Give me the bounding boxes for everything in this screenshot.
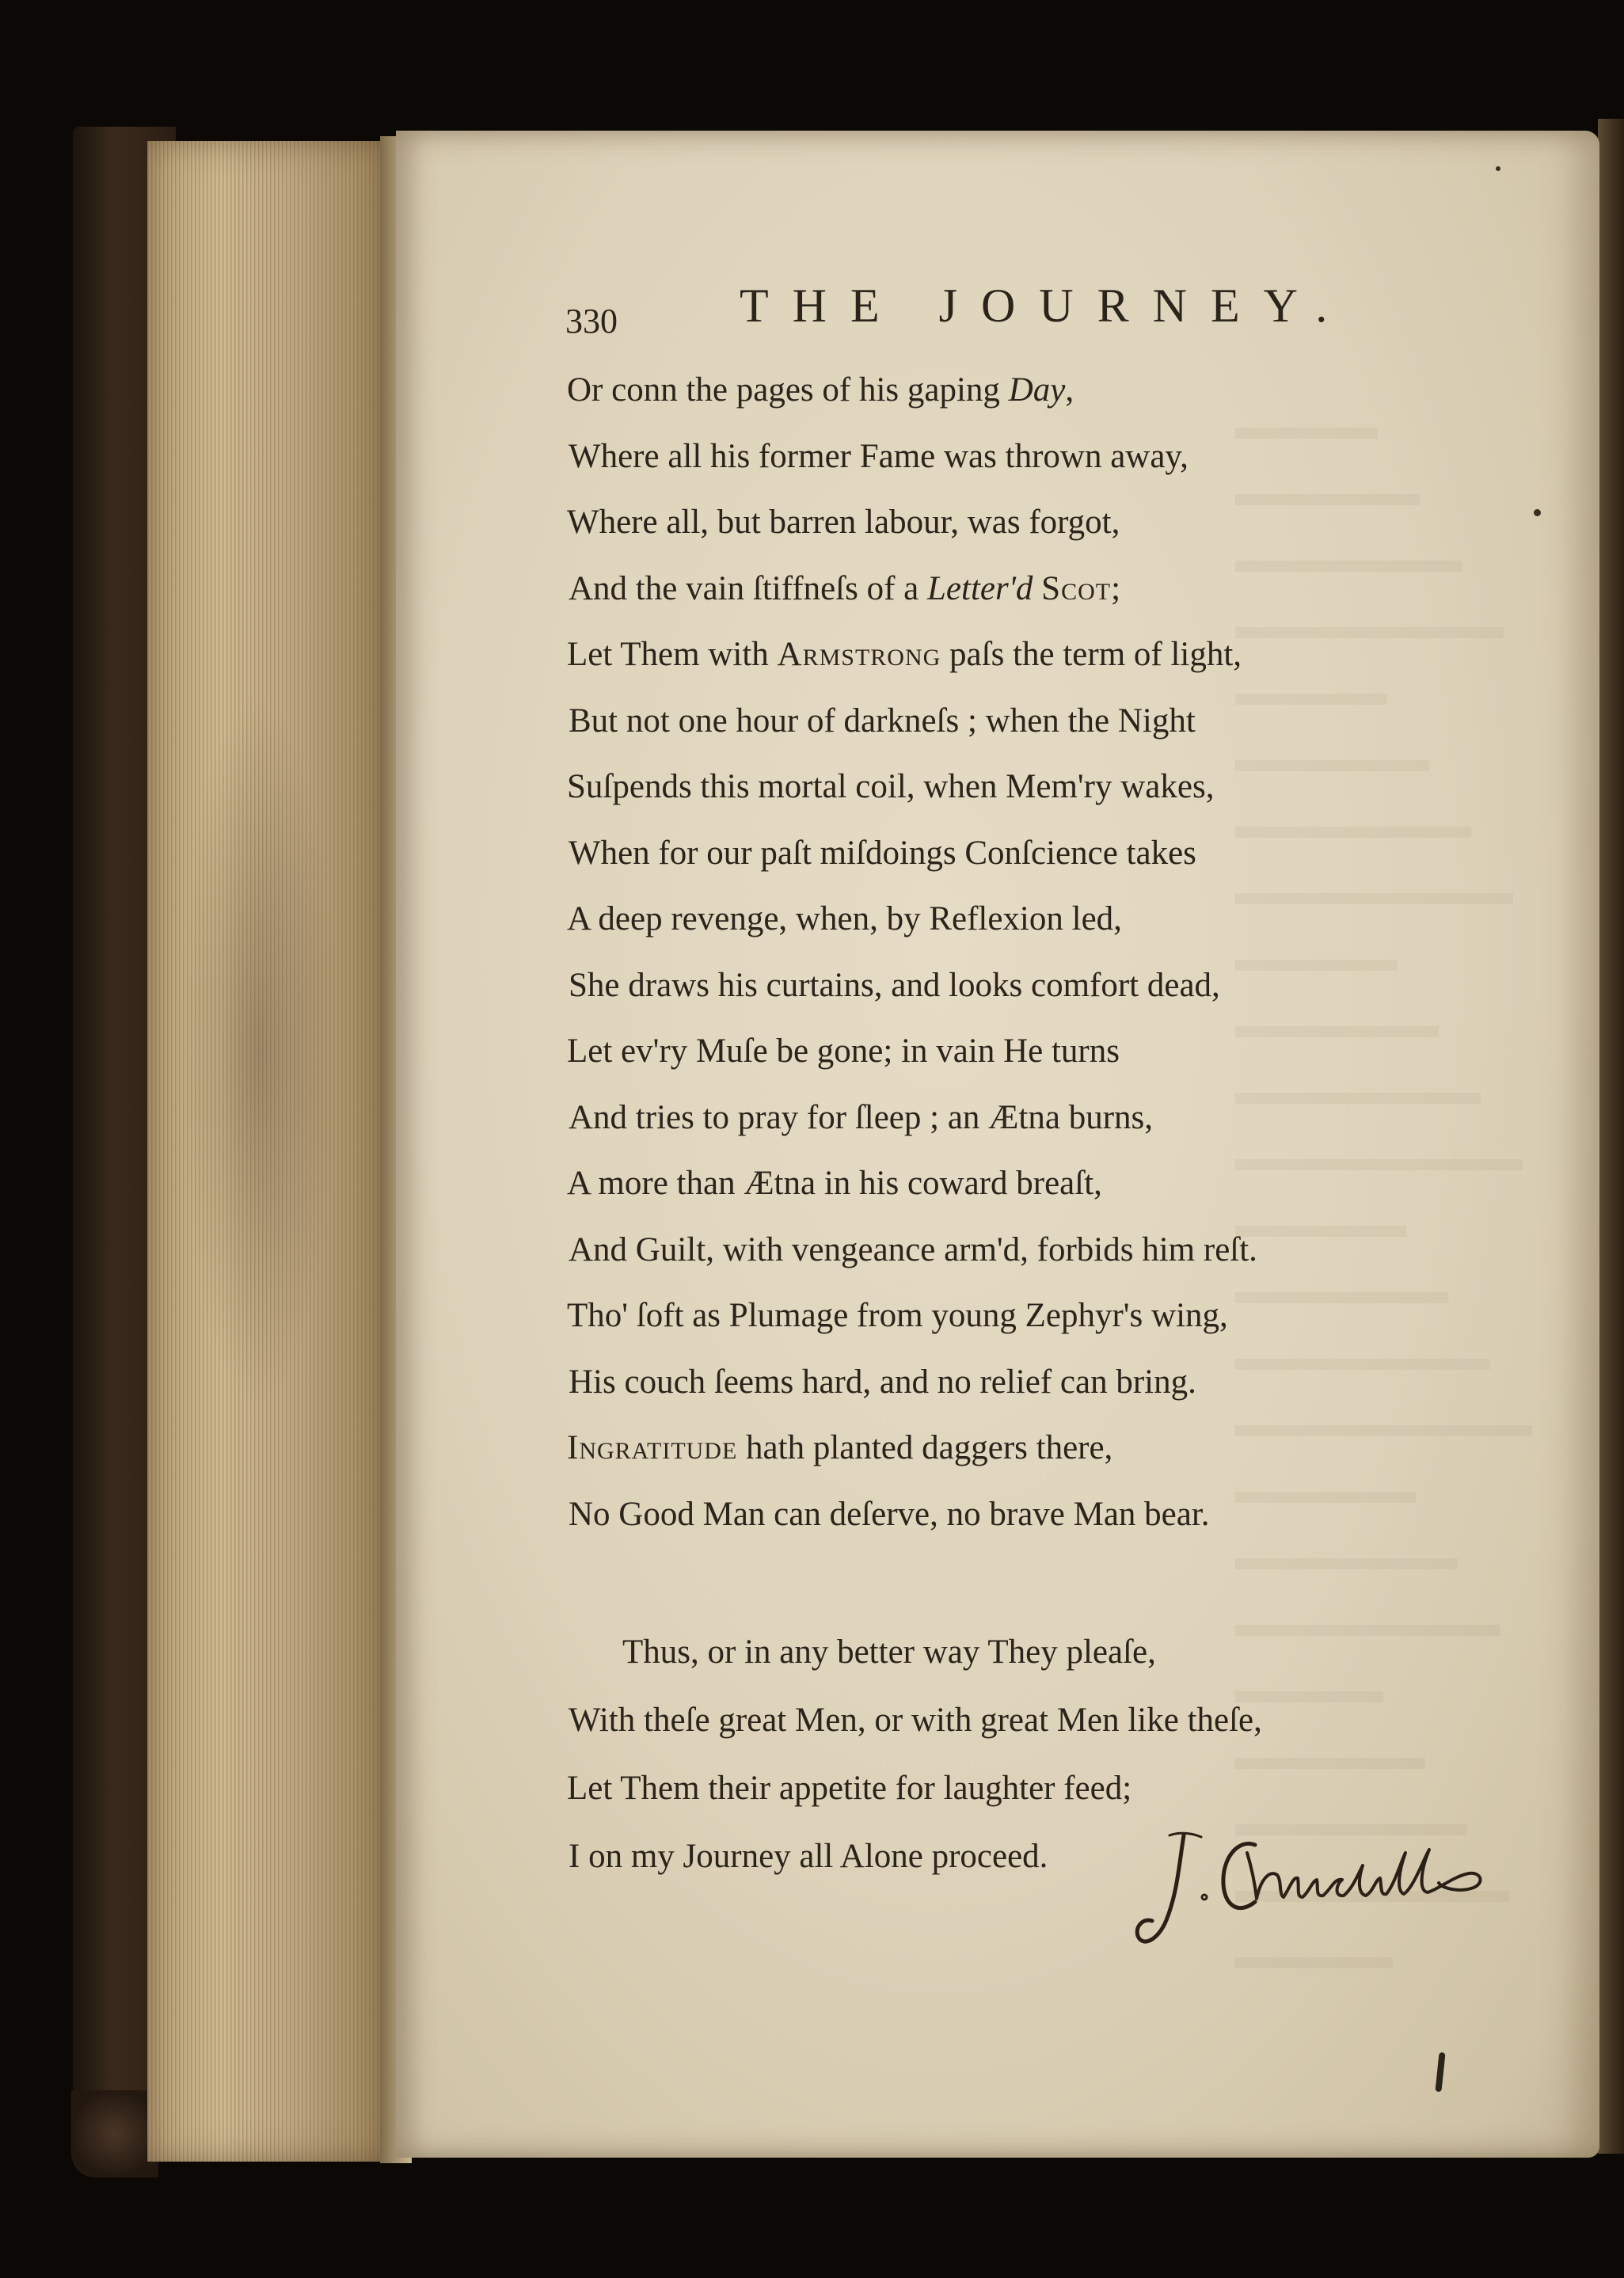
ghost-line	[1235, 705, 1429, 771]
verse-text: Letter'd	[927, 569, 1033, 607]
verse-text: A more than Ætna in his coward breaſt,	[567, 1165, 1102, 1202]
ghost-line	[1235, 1436, 1416, 1503]
verse-text: Let Them with	[567, 636, 778, 673]
verse-text: Where all, but barren labour, was forgot,	[567, 504, 1120, 541]
ink-speck	[1496, 166, 1500, 171]
ghost-line	[1235, 1702, 1425, 1769]
ghost-line	[1235, 439, 1420, 505]
verse-text: But not one hour of darkneſs ; when the Night	[569, 702, 1196, 740]
ghost-line	[1235, 1104, 1523, 1170]
ghost-line	[1235, 1037, 1481, 1104]
page-edges	[147, 141, 393, 2162]
verse-text: Let Them their appetite for laughter feed;	[567, 1770, 1132, 1807]
ghost-line	[1235, 771, 1471, 838]
ghost-line	[1235, 1636, 1383, 1702]
running-title: THE JOURNEY.	[740, 280, 1352, 332]
verse-text: I on my Journey all Alone proceed.	[569, 1838, 1048, 1875]
verse-text: hath planted daggers there,	[737, 1429, 1113, 1466]
verse-text: With theſe great Men, or with great Men like theſe,	[569, 1702, 1262, 1739]
verse-text: No Good Man can deſerve, no brave Man bear.	[569, 1495, 1210, 1533]
ghost-line	[1235, 1303, 1490, 1370]
verse-text: Let ev'ry Muſe be gone; in vain He turns	[567, 1033, 1120, 1070]
book-cover-corner	[71, 2090, 158, 2177]
verse-text: When for our paſt miſdoings Conſcience takes	[569, 834, 1196, 872]
verse-text: Ingratitude	[567, 1429, 738, 1466]
verse-text: And the vain ſtiffneſs of a	[569, 569, 927, 607]
verse-text: ;	[1111, 569, 1121, 607]
verse-text: She draws his curtains, and looks comfort dead,	[569, 966, 1220, 1004]
ghost-line	[1235, 904, 1397, 971]
ghost-line	[1235, 1170, 1406, 1237]
ghost-line	[1235, 1370, 1532, 1436]
verse-text: Armstrong	[777, 636, 941, 673]
ghost-line	[1235, 572, 1504, 638]
bleed-through-shadow	[1235, 372, 1568, 1995]
verse-text: Thus, or in any better way They pleaſe,	[622, 1633, 1156, 1671]
ghost-line	[1235, 505, 1462, 572]
verse-text: Where all his former Fame was thrown away,	[569, 437, 1189, 475]
verse-text: A deep revenge, when, by Reflexion led,	[567, 900, 1122, 937]
verse-text: Scot	[1041, 569, 1112, 607]
ghost-line	[1235, 372, 1378, 439]
verse-text: ,	[1065, 371, 1074, 409]
ghost-line	[1235, 1237, 1448, 1303]
running-head	[565, 279, 1357, 342]
ghost-line	[1235, 1902, 1393, 1968]
verse-text: Day	[1008, 371, 1066, 409]
ghost-line	[1235, 1569, 1500, 1636]
verse-text: Tho' ſoft as Plumage from young Zephyr's wing,	[567, 1297, 1228, 1334]
ghost-line	[1235, 1769, 1467, 1835]
verse-text: His couch ſeems hard, and no relief can bring.	[569, 1363, 1196, 1401]
ghost-line	[1235, 1835, 1509, 1902]
ghost-line	[1235, 971, 1439, 1037]
verse-text: Suſpends this mortal coil, when Mem'ry wakes,	[567, 768, 1215, 805]
ghost-line	[1235, 838, 1513, 904]
page-number: 330	[565, 302, 618, 340]
verse-text: paſs the term of light,	[941, 636, 1242, 673]
verse-text: And tries to pray for ſleep ; an Ætna burns,	[569, 1098, 1153, 1136]
verse-text: Or conn the pages of his gaping	[567, 371, 1009, 409]
ghost-line	[1235, 638, 1387, 705]
facing-page-edge	[1598, 119, 1624, 2154]
verse-text: And Guilt, with vengeance arm'd, forbids him reſt.	[569, 1230, 1257, 1268]
ghost-line	[1235, 1503, 1458, 1569]
verse-text	[1033, 570, 1041, 607]
